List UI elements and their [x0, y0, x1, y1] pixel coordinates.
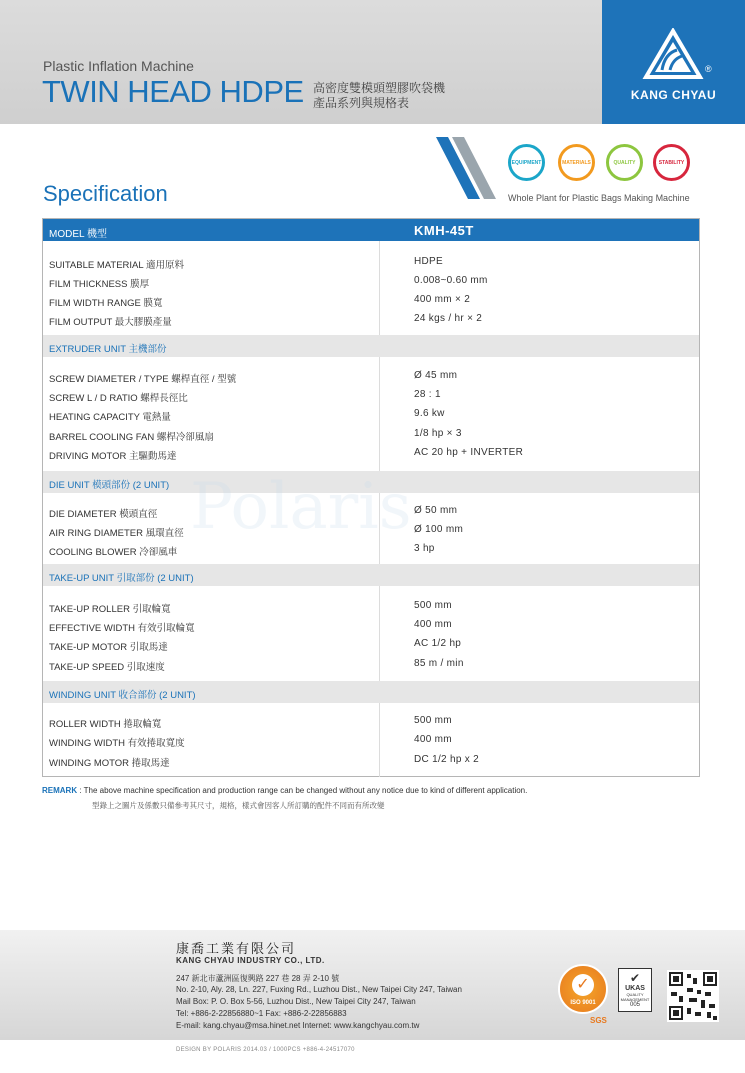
section-die-unit: DIE UNIT 模頭部份 (2 UNIT) [43, 471, 699, 493]
table-row: TAKE-UP SPEED 引取速度 85 m / min [49, 658, 464, 673]
registered-mark: ® [705, 64, 712, 74]
footer [0, 930, 745, 1040]
spec-table [42, 218, 700, 777]
badge-materials: MATERIALS [558, 144, 595, 181]
decorative-slashes-icon [436, 137, 502, 201]
specification-heading: Specification [43, 181, 168, 206]
chinese-title-line-1: 高密度雙模頭塑膠吹袋機 [313, 81, 446, 95]
table-row: FILM THICKNESS 膜厚 0.008~0.60 mm [49, 275, 488, 290]
remark-chinese: 型錄上之圖片及係數只備參考其尺寸，規格，樣式會因客人所訂購的配件不同而有所改變 [92, 801, 385, 810]
table-row: DIE DIAMETER 模頭直徑 Ø 50 mm [49, 505, 458, 520]
address-chinese: 247 新北市蘆洲區復興路 227 巷 28 弄 2-10 號 [176, 974, 340, 983]
badge-stability: STABILITY [653, 144, 690, 181]
table-row: SUITABLE MATERIAL 適用原料 HDPE [49, 256, 443, 271]
page-title: TWIN HEAD HDPE [42, 74, 304, 109]
qr-code-icon [667, 970, 719, 1022]
chinese-title-line-2: 產品系列與規格表 [313, 96, 410, 110]
remark-key: REMARK [42, 786, 78, 795]
iso-certification-seal-icon: ✓ ISO 9001 [558, 964, 608, 1014]
table-row: WINDING MOTOR 捲取馬達 DC 1/2 hp x 2 [49, 754, 480, 769]
remark-text: : The above machine specification and production range can be changed without any notice due to kind of different application. [77, 786, 528, 795]
remark [42, 786, 527, 795]
sgs-label: SGS [590, 1016, 607, 1025]
address-english: No. 2-10, Aly. 28, Ln. 227, Fuxing Rd., Luzhou Dist., New Taipei City 247, Taiwan [176, 985, 462, 994]
table-row: SCREW L / D RATIO 螺桿長徑比 28 : 1 [49, 389, 441, 404]
brand-name: KANG CHYAU [630, 88, 717, 102]
header-band [0, 0, 745, 124]
table-row: DRIVING MOTOR 主驅動馬達 AC 20 hp + INVERTER [49, 447, 524, 462]
table-row: EFFECTIVE WIDTH 有效引取輪寬 400 mm [49, 619, 452, 634]
company-name-english: KANG CHYAU INDUSTRY CO., LTD. [176, 956, 325, 965]
table-row: AIR RING DIAMETER 風環直徑 Ø 100 mm [49, 524, 464, 539]
table-row: SCREW DIAMETER / TYPE 螺桿直徑 / 型號 Ø 45 mm [49, 370, 458, 385]
table-row: TAKE-UP MOTOR 引取馬達 AC 1/2 hp [49, 638, 462, 653]
company-name-chinese: 康喬工業有限公司 [176, 941, 297, 956]
table-row: BARREL COOLING FAN 螺桿冷卻風扇 1/8 hp × 3 [49, 428, 462, 443]
model-label: MODEL 機型 [49, 229, 107, 240]
table-row: FILM OUTPUT 最大膠膜產量 24 kgs / hr × 2 [49, 313, 483, 328]
kang-chyau-logo-icon [642, 28, 704, 80]
section-extruder-unit: EXTRUDER UNIT 主機部份 [43, 335, 699, 357]
model-value: KMH-45T [414, 223, 474, 238]
badge-equipment: EQUIPMENT [508, 144, 545, 181]
ukas-certification-icon: ✔ UKAS QUALITY MANAGEMENT 005 [618, 968, 652, 1012]
table-row: HEATING CAPACITY 電熱量 9.6 kw [49, 408, 445, 423]
table-row: ROLLER WIDTH 捲取輪寬 500 mm [49, 715, 452, 730]
section-winding-unit: WINDING UNIT 收合部份 (2 UNIT) [43, 681, 699, 703]
quality-badges [508, 144, 693, 182]
table-header [43, 219, 699, 241]
mail-box: Mail Box: P. O. Box 5-56, Luzhou Dist., New Taipei City 247, Taiwan [176, 997, 416, 1006]
brand-block [602, 0, 745, 124]
design-credit: DESIGN BY POLARIS 2014.03 / 1000PCS +886-4-24517070 [176, 1047, 355, 1053]
email-website: E-mail: kang.chyau@msa.hinet.net Internet: www.kangchyau.com.tw [176, 1021, 420, 1030]
polaris-watermark: Polaris [190, 470, 412, 544]
table-row: COOLING BLOWER 冷卻風車 3 hp [49, 543, 435, 558]
page-subtitle: Plastic Inflation Machine [43, 58, 194, 74]
tagline: Whole Plant for Plastic Bags Making Machine [508, 193, 690, 203]
check-icon: ✓ [572, 974, 594, 996]
table-row: FILM WIDTH RANGE 膜寬 400 mm × 2 [49, 294, 471, 309]
crown-check-icon: ✔ [629, 971, 641, 985]
section-take-up-unit: TAKE-UP UNIT 引取部份 (2 UNIT) [43, 564, 699, 586]
table-row: TAKE-UP ROLLER 引取輪寬 500 mm [49, 600, 452, 615]
tel-fax: Tel: +886-2-22856880~1 Fax: +886-2-22856883 [176, 1009, 347, 1018]
badge-quality: QUALITY [606, 144, 643, 181]
chinese-title [313, 81, 445, 111]
table-row: WINDING WIDTH 有效捲取寬度 400 mm [49, 734, 452, 749]
